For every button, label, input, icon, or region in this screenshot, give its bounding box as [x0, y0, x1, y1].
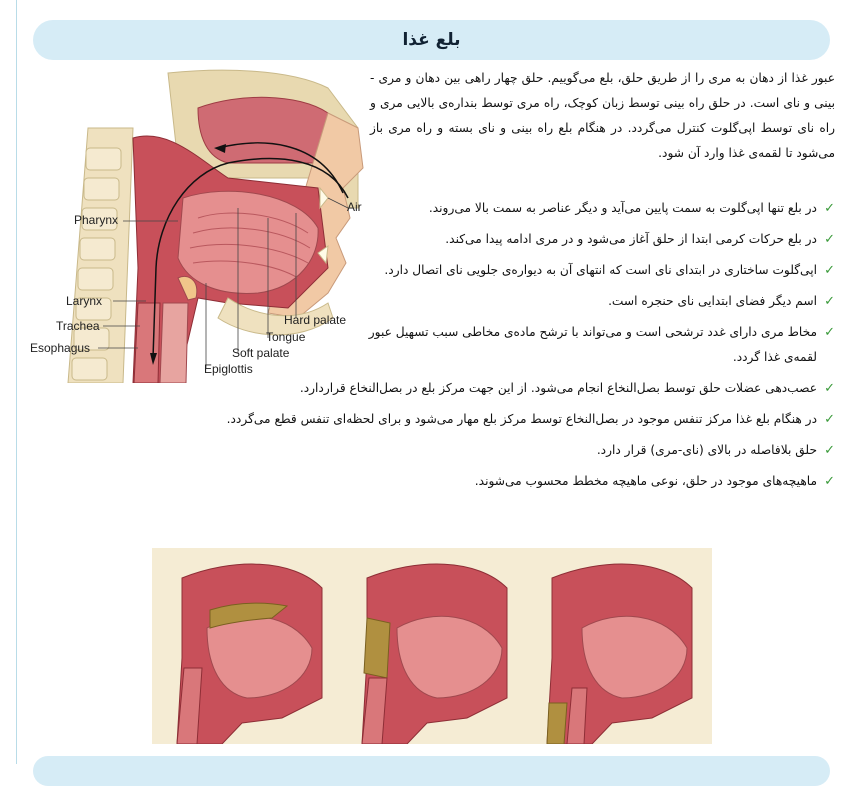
page-edge-line — [16, 0, 17, 764]
label-esophagus: Esophagus — [30, 341, 91, 355]
list-item: ✓ در هنگام بلع غذا مرکز تنفس موجود در بصل‌النخاع توسط مرکز بلع مهار می‌شود و برای لحظه‌ای تنفس قطع می‌گردد. — [135, 407, 835, 432]
list-item: ✓ اپی‌گلوت ساختاری در ابتدای نای است که انتهای آن به دیواره‌ی جلویی نای اتصال دارد. — [361, 258, 835, 283]
bullet-list — [135, 196, 835, 500]
intro-paragraph: عبور غذا از دهان به مری را از طریق حلق، بلع می‌گوییم. حلق چهار راهی بین دهان و مری - بینی و نای است. در حلق راه بینی توسط زبان کوچک، راه مری توسط بنداره‌ی بالایی مری و راه نای توسط اپی‌گلوت کنترل می‌گردد. در هنگام بلع راه بینی و نای بسته و راه مری باز می‌شود تا لقمه‌ی غذا وارد آن شود. — [370, 71, 835, 160]
title-bar — [33, 20, 830, 60]
list-item: ✓ مخاط مری دارای غدد ترشحی است و می‌تواند با ترشح ماده‌ی مخاطی سبب تسهیل عبور لقمه‌ی غذا گردد. — [361, 320, 835, 370]
stage-1 — [177, 564, 322, 744]
check-icon: ✓ — [824, 263, 835, 278]
page-title: بلع غذا — [402, 30, 461, 50]
check-icon: ✓ — [824, 201, 835, 216]
stage-3 — [547, 564, 692, 744]
label-pharynx: Pharynx — [74, 213, 119, 227]
list-item: ✓ ماهیچه‌های موجود در حلق، نوعی ماهیچه مخطط محسوب می‌شوند. — [135, 469, 835, 494]
list-item: ✓ در بلع حرکات کرمی ابتدا از حلق آغاز می‌شود و در مری ادامه پیدا می‌کند. — [361, 227, 835, 252]
label-tongue: Tongue — [266, 330, 306, 344]
check-icon: ✓ — [824, 443, 835, 458]
label-epiglottis: Epiglottis — [204, 362, 253, 376]
check-icon: ✓ — [824, 232, 835, 247]
list-item: ✓ اسم دیگر فضای ابتدایی نای حنجره است. — [361, 289, 835, 314]
check-icon: ✓ — [824, 381, 835, 396]
label-hard-palate: Hard palate — [284, 313, 347, 327]
footer-bar — [33, 756, 830, 786]
label-trachea: Trachea — [56, 319, 100, 333]
list-item: ✓ عصب‌دهی عضلات حلق توسط بصل‌النخاع انجام می‌شود. از این جهت مرکز بلع در بصل‌النخاع قراردارد. — [135, 376, 835, 401]
swallowing-stages-figure — [152, 548, 712, 744]
list-item: ✓ حلق بلافاصله در بالای (نای-مری) قرار دارد. — [135, 438, 835, 463]
swallowing-stages-illustration — [152, 548, 712, 744]
label-larynx: Larynx — [66, 294, 103, 308]
list-item: ✓ در بلع تنها اپی‌گلوت به سمت پایین می‌آید و دیگر عناصر به سمت بالا می‌روند. — [361, 196, 835, 221]
check-icon: ✓ — [824, 412, 835, 427]
label-air: Air — [347, 200, 362, 214]
check-icon: ✓ — [824, 474, 835, 489]
check-icon: ✓ — [824, 325, 835, 340]
stage-2 — [362, 564, 507, 744]
label-soft-palate: Soft palate — [232, 346, 290, 360]
check-icon: ✓ — [824, 294, 835, 309]
